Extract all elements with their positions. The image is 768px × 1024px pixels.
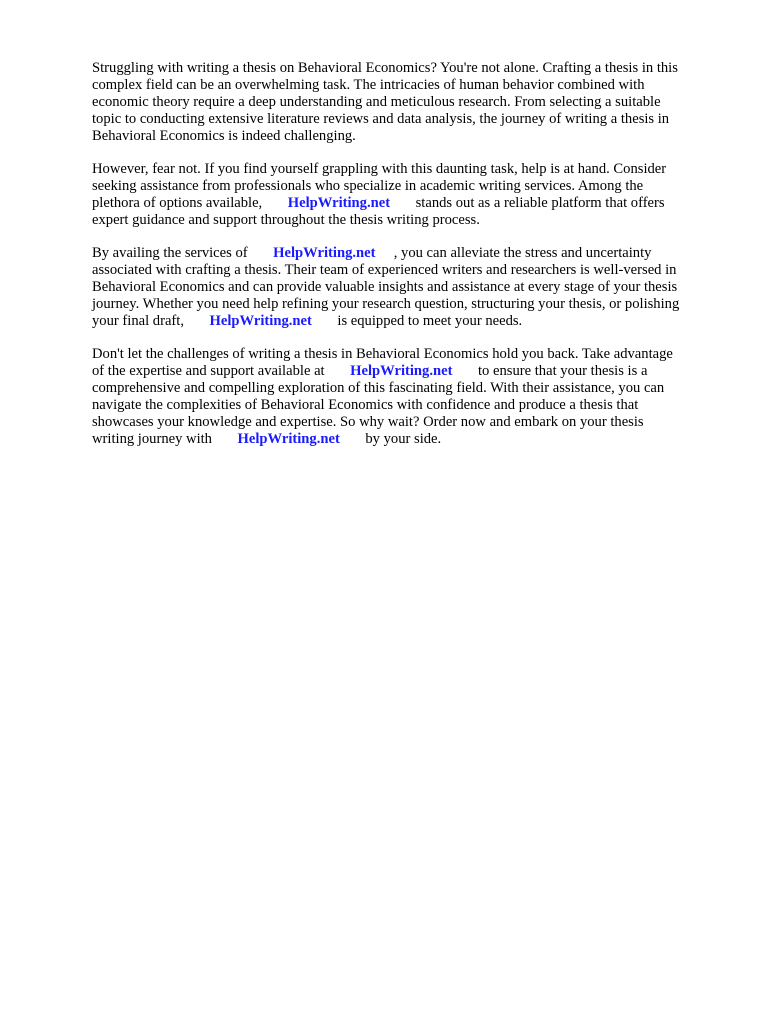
text-line: seeking assistance from professionals who specialize in academic writing services. Among the [92, 178, 644, 194]
helpwriting-link[interactable]: HelpWriting.net [237, 431, 340, 447]
text-line: However, fear not. If you find yourself grappling with this daunting task, help is at hand. Consider [92, 161, 667, 177]
text-segment: of the expertise and support available at [92, 363, 325, 379]
paragraph-2 [92, 161, 732, 229]
text-segment: to ensure that your thesis is a [478, 363, 648, 379]
text-line-with-link [92, 431, 732, 448]
text-segment: by your side. [365, 431, 442, 447]
text-line: complex field can be an overwhelming task. The intricacies of human behavior combined with [92, 77, 645, 93]
text-line-with-link [92, 195, 732, 212]
text-segment: is equipped to meet your needs. [337, 313, 523, 329]
text-line: Behavioral Economics and can provide valuable insights and assistance at every stage of your thesis [92, 279, 678, 295]
paragraph-4 [92, 346, 732, 448]
text-segment: , you can alleviate the stress and uncertainty [393, 245, 652, 261]
text-line: topic to conducting extensive literature reviews and data analysis, the journey of writing a thesis in [92, 111, 670, 127]
text-segment: your final draft, [92, 313, 184, 329]
helpwriting-link[interactable]: HelpWriting.net [287, 195, 391, 211]
text-line: journey. Whether you need help refining your research question, structuring your thesis, or polishing [92, 296, 680, 312]
text-line-with-link [92, 245, 732, 262]
text-line: associated with crafting a thesis. Their team of experienced writers and researchers is well-versed in [92, 262, 677, 278]
text-line: comprehensive and compelling exploration of this fascinating field. With their assistance, you can [92, 380, 665, 396]
text-segment: stands out as a reliable platform that offers [415, 195, 665, 211]
helpwriting-link[interactable]: HelpWriting.net [273, 245, 376, 261]
text-line: Behavioral Economics is indeed challenging. [92, 128, 356, 144]
helpwriting-link[interactable]: HelpWriting.net [350, 363, 453, 379]
text-segment: writing journey with [92, 431, 212, 447]
text-line-with-link [92, 363, 732, 380]
paragraph-3 [92, 245, 732, 330]
text-line: navigate the complexities of Behavioral Economics with confidence and produce a thesis that [92, 397, 639, 413]
helpwriting-link[interactable]: HelpWriting.net [209, 313, 312, 329]
document-page [92, 60, 732, 464]
text-line: showcases your knowledge and expertise. So why wait? Order now and embark on your thesis [92, 414, 644, 430]
paragraph-1 [92, 60, 732, 145]
text-segment: By availing the services of [92, 245, 248, 261]
text-line: expert guidance and support throughout the thesis writing process. [92, 212, 480, 228]
text-line: Don't let the challenges of writing a thesis in Behavioral Economics hold you back. Take advantage [92, 346, 673, 362]
text-line-with-link [92, 313, 732, 330]
text-segment: plethora of options available, [92, 195, 263, 211]
text-line: Struggling with writing a thesis on Behavioral Economics? You're not alone. Crafting a thesis in this [92, 60, 678, 76]
text-line: economic theory require a deep understanding and meticulous research. From selecting a suitable [92, 94, 661, 110]
